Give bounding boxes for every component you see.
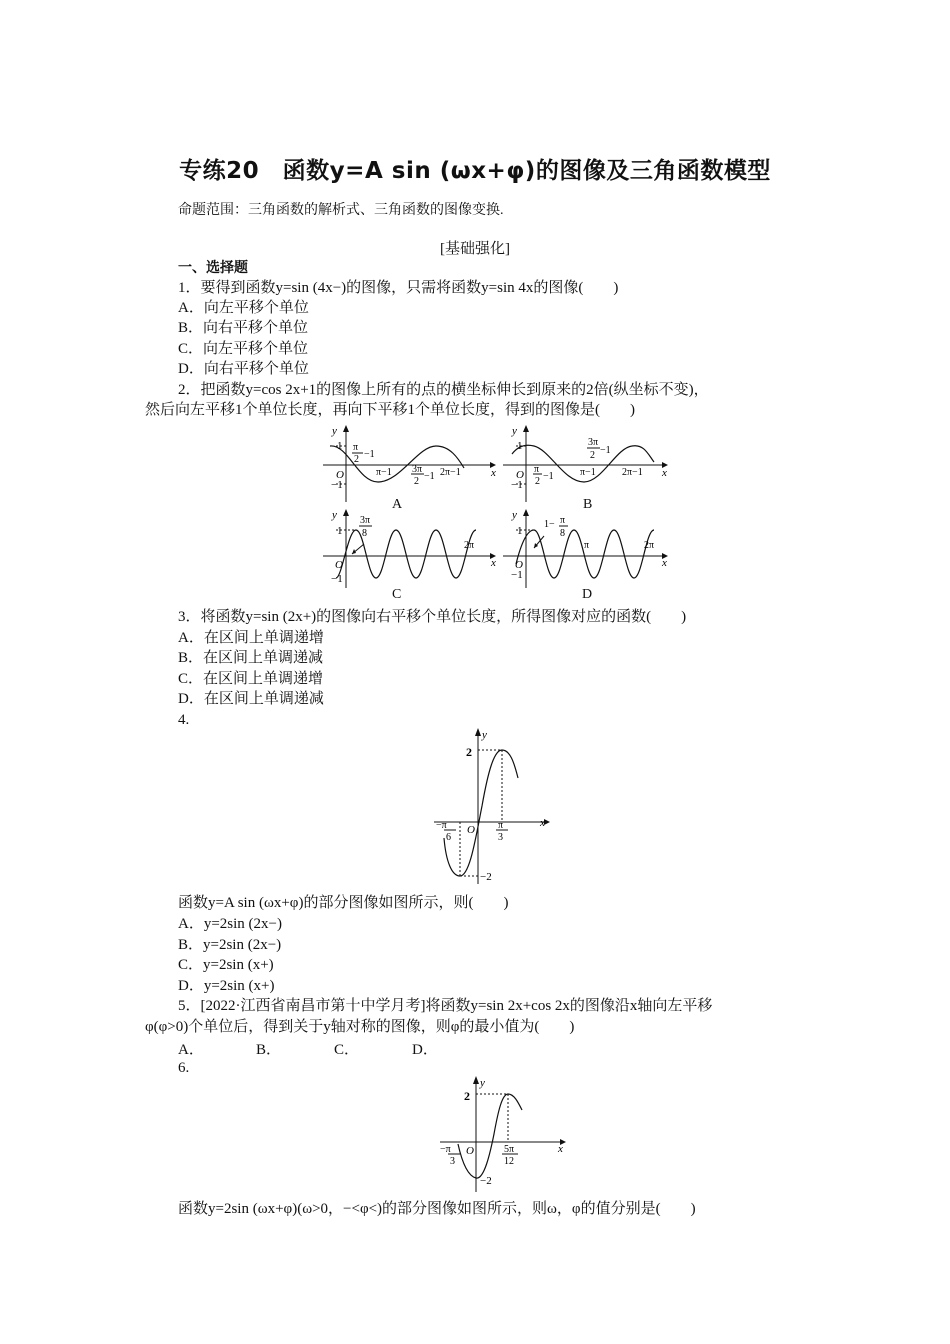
q6-stem: 函数y=2sin (ωx+φ)(ω>0，−<φ<)的部分图像如图所示，则ω，φ的值分别是( ) [178,1201,696,1217]
q6-x-label: x [558,1143,563,1155]
q4-option-c: C．y=2sin (x+) [178,957,274,973]
q2-graph-d [498,508,678,590]
graph-a-x-label: x [491,467,496,479]
graph-a-tick2: 3π [412,464,423,475]
graph-c-y-label: y [332,509,337,521]
q4-two: 2 [466,745,472,759]
graph-b-x-label: x [662,467,667,479]
q4-pi: π [498,820,504,831]
q3-option-c: C．在区间上单调递增 [178,671,324,687]
q4-option-a: A．y=2sin (2x−) [178,916,282,932]
q6-graph [436,1074,566,1194]
q3-option-d: D．在区间上单调递减 [178,691,324,707]
graph-d-y-label: y [512,509,517,521]
q6-number: 6. [178,1060,190,1076]
q4-number: 4. [178,712,190,728]
graph-b-y-label: y [512,425,517,437]
graph-d-label-pre: 1− [544,519,555,530]
q6-twelve: 12 [504,1156,514,1167]
graph-b-tick1-suffix: −1 [543,471,554,482]
graph-a-tick1: π−1 [376,467,392,478]
graph-d-x-label: x [662,557,667,569]
q6-neg-pi: −π [440,1144,451,1155]
graph-a-caption: A [392,497,403,512]
q5-stem-line2: φ(φ>0)个单位后，得到关于y轴对称的图像，则φ的最小值为( ) [145,1019,575,1035]
graph-b-tick2: π−1 [580,467,596,478]
q1-option-d: D．向右平移个单位 [178,361,309,377]
graph-d-label-top: π [560,515,566,526]
q4-six: 6 [446,832,451,843]
graph-c-2pi: 2π [464,540,475,551]
scope-line [178,199,504,219]
graph-b-label-top: 3π [588,437,599,448]
q6-neg-two: −2 [480,1175,492,1187]
q4-stem: 函数y=A sin (ωx+φ)的部分图像如图所示，则( ) [178,895,509,911]
scope-text: 三角函数的解析式、三角函数的图像变换. [248,203,504,218]
graph-c-x-label: x [491,557,496,569]
q2-stem-line1: 2．把函数y=cos 2x+1的图像上所有的点的横坐标伸长到原来的2倍(纵坐标不变)， [178,382,709,398]
graph-a-label-bot: 2 [354,454,359,465]
q6-y-label: y [480,1077,485,1089]
q1-option-b: B．向右平移个单位 [178,320,309,336]
graph-b-tick3: 2π−1 [622,467,643,478]
graph-a-origin: O [336,469,344,481]
graph-c-caption: C [392,587,402,602]
graph-b-neg-one: −1 [511,479,523,491]
part-heading: 一、选择题 [178,260,248,276]
q1-stem: 1．要得到函数y=sin (4x−)的图像，只需将函数y=sin 4x的图像( ) [178,280,619,296]
q6-fivepi: 5π [504,1144,515,1155]
q4-origin: O [467,824,475,836]
q2-graph-a [318,424,498,504]
q6-three: 3 [450,1156,455,1167]
graph-b-origin: O [516,469,524,481]
q5-stem-line1: 5．[2022·江西省南昌市第十中学月考]将函数y=sin 2x+cos 2x的图像沿x轴向左平移 [178,998,713,1014]
graph-a-one: 1 [337,440,343,452]
graph-a-tick3: 2π−1 [440,467,461,478]
graph-d-2pi: 2π [644,540,655,551]
q3-option-a: A．在区间上单调递增 [178,630,324,646]
graph-d-one: 1 [517,525,523,537]
graph-c-one: 1 [337,525,343,537]
q4-graph [430,726,560,886]
graph-c-label-top: 3π [360,515,371,526]
graph-c-label-bot: 8 [362,528,367,539]
q5-option-a: A． [178,1042,204,1058]
graph-b-caption: B [583,497,593,512]
graph-c-neg-one: −1 [331,573,343,585]
q5-options [178,1038,490,1059]
graph-c-origin: O [335,559,343,571]
q4-three: 3 [498,832,503,843]
graph-b-tick1: π [534,464,540,475]
graph-a-tick2-bot: 2 [414,476,419,487]
graph-b-label-suffix: −1 [600,445,611,456]
q3-stem: 3．将函数y=sin (2x+)的图像向右平移个单位长度，所得图像对应的函数( ) [178,609,687,625]
graph-a-neg-one: −1 [331,479,343,491]
q5-option-c: C． [334,1042,360,1058]
q1-option-a: A．向左平移个单位 [178,300,309,316]
q4-neg-two: −2 [480,871,492,883]
graph-b-one: 1 [517,440,523,452]
scope-label: 命题范围： [178,202,248,218]
q6-origin: O [466,1145,474,1157]
q6-two: 2 [464,1089,470,1103]
q4-option-b: B．y=2sin (2x−) [178,937,282,953]
q2-graph-c [318,508,498,590]
q1-option-c: C．向左平移个单位 [178,341,309,357]
graph-a-label-suffix: −1 [364,449,375,460]
q2-stem-line2: 然后向左平移1个单位长度，再向下平移1个单位长度，得到的图像是( ) [145,402,635,418]
graph-d-pi: π [584,540,590,551]
graph-b-label-bot: 2 [590,450,595,461]
q4-y-label: y [482,729,487,741]
graph-d-caption: D [582,587,593,602]
graph-d-label-bot: 8 [560,528,565,539]
q4-neg-pi: −π [436,820,447,831]
q3-option-b: B．在区间上单调递减 [178,650,324,666]
graph-b-tick1-bot: 2 [535,476,540,487]
section-heading: [基础强化] [440,241,510,257]
graph-a-y-label: y [332,425,337,437]
graph-a-label-top: π [353,442,359,453]
q5-option-d: D． [412,1042,438,1058]
graph-d-neg-one: −1 [511,569,523,581]
page-title: 专练20 函数y=A sin (ωx+φ)的图像及三角函数模型 [179,158,771,184]
q5-option-b: B． [256,1042,282,1058]
q4-option-d: D．y=2sin (x+) [178,978,275,994]
q4-x-label: x [540,817,545,829]
q2-graph-b [498,424,678,504]
graph-d-origin: O [515,559,523,571]
graph-a-tick2-suffix: −1 [424,471,435,482]
